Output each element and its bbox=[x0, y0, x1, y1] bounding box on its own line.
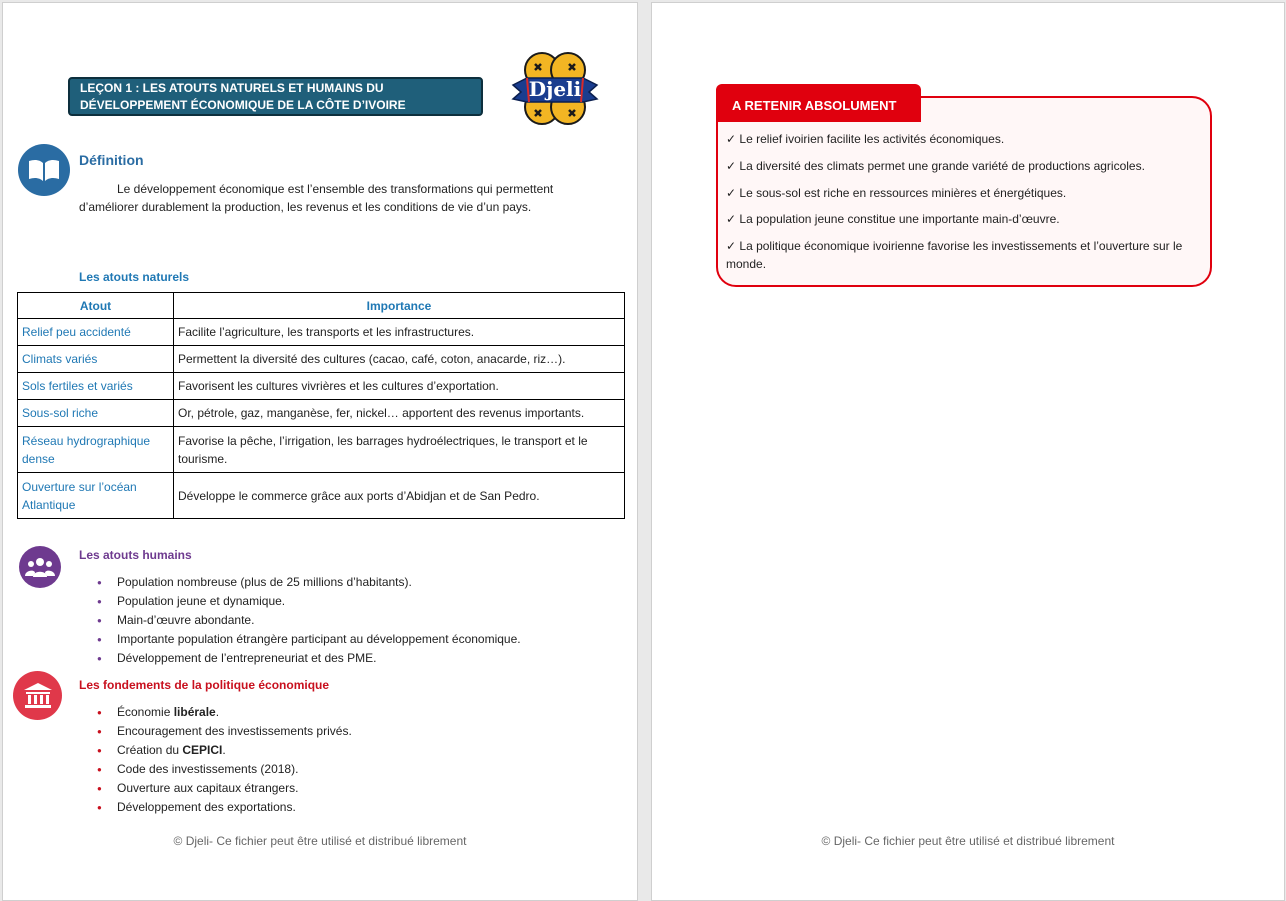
fondements-heading: Les fondements de la politique économique bbox=[79, 678, 330, 692]
retenir-item: ✓ La diversité des climats permet une grande variété de productions agricoles. bbox=[726, 159, 1145, 173]
people-icon bbox=[19, 546, 61, 588]
table-row bbox=[18, 427, 625, 473]
table-row bbox=[18, 473, 625, 519]
list-item: ● Importante population étrangère participant au développement économique. bbox=[117, 630, 521, 649]
lesson-title: LEÇON 1 : LES ATOUTS NATURELS ET HUMAINS DU DÉVELOPPEMENT ÉCONOMIQUE DE LA CÔTE D’IVOIRE bbox=[68, 77, 483, 116]
list-item: ● Création du CEPICI. bbox=[117, 741, 352, 760]
definition-text: Le développement économique est l’ensemble des transformations qui permettent d’améliorer durablement la production, les revenus et les conditions de vie d’un pays. bbox=[79, 182, 554, 214]
importance-cell: Développe le commerce grâce aux ports d’Abidjan et de San Pedro. bbox=[174, 473, 625, 519]
importance-cell: Facilite l’agriculture, les transports et les infrastructures. bbox=[174, 319, 625, 346]
importance-cell: Or, pétrole, gaz, manganèse, fer, nickel… apportent des revenus importants. bbox=[174, 400, 625, 427]
importance-cell: Permettent la diversité des cultures (cacao, café, coton, anacarde, riz…). bbox=[174, 346, 625, 373]
table-row bbox=[18, 373, 625, 400]
table-header-row bbox=[18, 293, 625, 319]
table-row bbox=[18, 400, 625, 427]
atout-cell: Réseau hydrographique dense bbox=[18, 427, 174, 473]
column-header-atout: Atout bbox=[18, 293, 174, 319]
list-item: ● Population jeune et dynamique. bbox=[117, 592, 521, 611]
list-item: ● Encouragement des investissements privés. bbox=[117, 722, 352, 741]
list-item: ● Développement de l’entrepreneuriat et des PME. bbox=[117, 649, 521, 668]
retenir-item: ✓ Le relief ivoirien facilite les activités économiques. bbox=[726, 132, 1005, 146]
table-row bbox=[18, 319, 625, 346]
list-item: ● Ouverture aux capitaux étrangers. bbox=[117, 779, 352, 798]
table-row bbox=[18, 346, 625, 373]
atouts-humains-list bbox=[117, 573, 521, 668]
atout-cell: Relief peu accidenté bbox=[18, 319, 174, 346]
page-1 bbox=[2, 2, 638, 901]
bank-icon bbox=[13, 671, 62, 720]
atout-cell: Sous-sol riche bbox=[18, 400, 174, 427]
logo-text: Djeli bbox=[528, 77, 582, 101]
fondements-list bbox=[117, 703, 352, 817]
book-icon bbox=[18, 144, 70, 196]
importance-cell: Favorisent les cultures vivrières et les cultures d’exportation. bbox=[174, 373, 625, 400]
retenir-item: ✓ La politique économique ivoirienne favorise les investissements et l’ouverture sur le monde. bbox=[726, 239, 1183, 271]
retenir-title: A RETENIR ABSOLUMENT bbox=[716, 84, 921, 122]
list-item: ● Code des investissements (2018). bbox=[117, 760, 352, 779]
retenir-item: ✓ La population jeune constitue une importante main-d’œuvre. bbox=[726, 212, 1060, 226]
importance-cell: Favorise la pêche, l’irrigation, les barrages hydroélectriques, le transport et le tourisme. bbox=[174, 427, 625, 473]
retenir-item: ✓ Le sous-sol est riche en ressources minières et énergétiques. bbox=[726, 186, 1067, 200]
column-header-importance: Importance bbox=[174, 293, 625, 319]
definition-heading: Définition bbox=[79, 152, 144, 168]
atouts-humains-heading: Les atouts humains bbox=[79, 548, 192, 562]
list-item: ● Développement des exportations. bbox=[117, 798, 352, 817]
atout-cell: Ouverture sur l’océan Atlantique bbox=[18, 473, 174, 519]
atouts-naturels-heading: Les atouts naturels bbox=[79, 270, 190, 284]
list-item: ● Main-d’œuvre abondante. bbox=[117, 611, 521, 630]
page-2 bbox=[651, 2, 1285, 901]
page-footer: © Djeli- Ce fichier peut être utilisé et distribué librement bbox=[821, 834, 1115, 848]
atout-cell: Climats variés bbox=[18, 346, 174, 373]
djeli-logo bbox=[509, 50, 601, 128]
list-item: ● Population nombreuse (plus de 25 millions d’habitants). bbox=[117, 573, 521, 592]
atout-cell: Sols fertiles et variés bbox=[18, 373, 174, 400]
page-footer: © Djeli- Ce fichier peut être utilisé et distribué librement bbox=[173, 834, 467, 848]
list-item: ● Économie libérale. bbox=[117, 703, 352, 722]
atouts-naturels-table bbox=[17, 292, 625, 519]
